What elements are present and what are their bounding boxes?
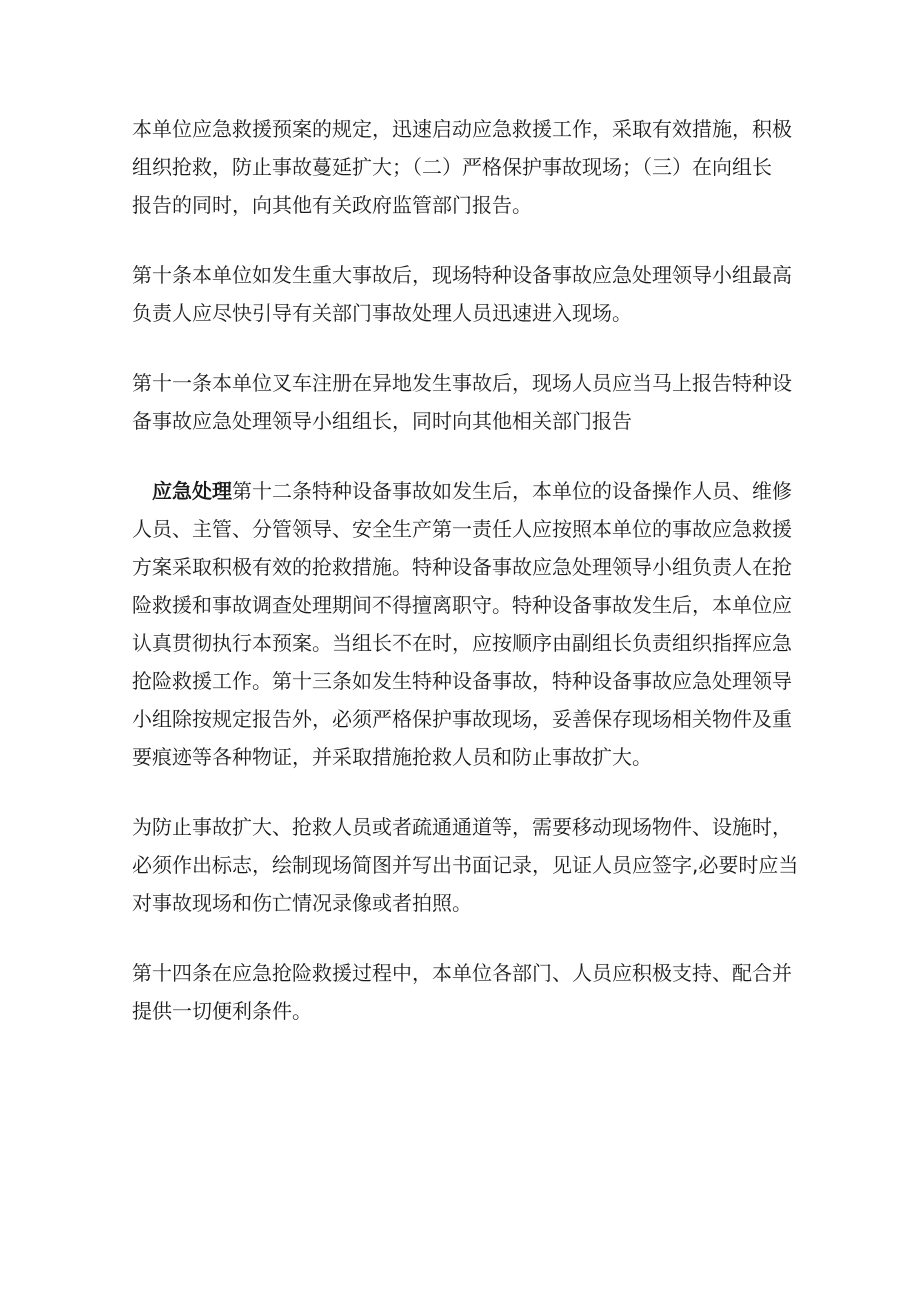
text-line: 提供一切便利条件。 bbox=[132, 999, 312, 1023]
text-line: 为防止事故扩大、抢救人员或者疏通通道等，需要移动现场物件、设施时， bbox=[132, 815, 792, 839]
paragraph-scene-protection bbox=[132, 808, 802, 922]
text-line: 负责人应尽快引导有关部门事故处理人员迅速进入现场。 bbox=[132, 301, 632, 325]
text-line: 认真贯彻执行本预案。当组长不在时，应按顺序由副组长负责组织指挥应急 bbox=[132, 631, 792, 655]
paragraph-article-11 bbox=[132, 364, 802, 440]
text-line: 人员、主管、分管领导、安全生产第一责任人应按照本单位的事故应急救援 bbox=[132, 517, 792, 541]
text-line: 抢险救援工作。第十三条如发生特种设备事故，特种设备事故应急处理领导 bbox=[132, 669, 792, 693]
text-line: 第十四条在应急抢险救援过程中，本单位各部门、人员应积极支持、配合并 bbox=[132, 961, 792, 985]
text-line: 必须作出标志，绘制现场简图并写出书面记录，见证人员应签字,必要时应当 bbox=[132, 853, 799, 877]
text-run: 第十二条特种设备事故如发生后，本单位的设备操作人员、维修 bbox=[232, 479, 792, 503]
paragraph-emergency-rescue bbox=[132, 110, 802, 224]
text-line: 第十一条本单位叉车注册在异地发生事故后，现场人员应当马上报告特种设 bbox=[132, 371, 792, 395]
text-line: 小组除按规定报告外，必须严格保护事故现场，妥善保存现场相关物件及重 bbox=[132, 707, 792, 731]
text-line-first bbox=[132, 472, 802, 510]
document-body bbox=[132, 110, 802, 1062]
text-line: 报告的同时，向其他有关政府监管部门报告。 bbox=[132, 193, 532, 217]
paragraph-emergency-handling bbox=[132, 472, 802, 776]
paragraph-article-10 bbox=[132, 256, 802, 332]
text-line: 对事故现场和伤亡情况录像或者拍照。 bbox=[132, 891, 472, 915]
text-line: 本单位应急救援预案的规定，迅速启动应急救援工作，采取有效措施，积极 bbox=[132, 117, 792, 141]
text-line: 要痕迹等各种物证，并采取措施抢救人员和防止事故扩大。 bbox=[132, 745, 652, 769]
section-heading: 应急处理 bbox=[152, 479, 232, 503]
text-line: 组织抢救，防止事故蔓延扩大；（二）严格保护事故现场；（三）在向组长 bbox=[132, 155, 772, 179]
text-line: 备事故应急处理领导小组组长，同时向其他相关部门报告 bbox=[132, 409, 632, 433]
text-line: 方案采取积极有效的抢救措施。特种设备事故应急处理领导小组负责人在抢 bbox=[132, 555, 792, 579]
paragraph-article-14 bbox=[132, 954, 802, 1030]
text-line: 险救援和事故调查处理期间不得擅离职守。特种设备事故发生后，本单位应 bbox=[132, 593, 792, 617]
text-line: 第十条本单位如发生重大事故后，现场特种设备事故应急处理领导小组最高 bbox=[132, 263, 792, 287]
